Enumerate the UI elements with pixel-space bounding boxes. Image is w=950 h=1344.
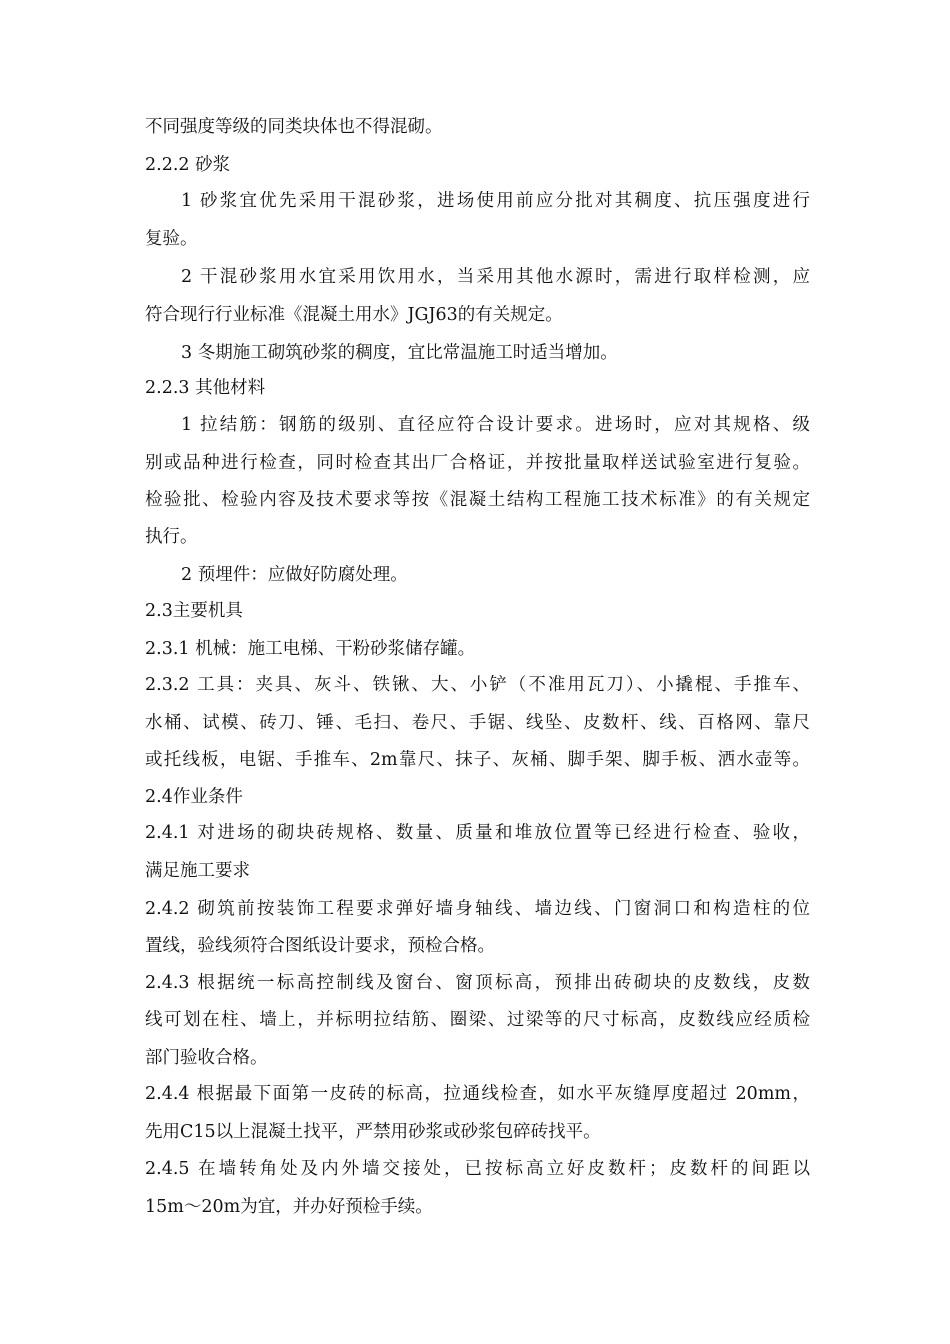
text-line: 2.4.4 根据最下面第一皮砖的标高，拉通线检查，如水平灰缝厚度超过 20mm， (145, 1084, 810, 1104)
text-line: 2.4.5 在墙转角处及内外墙交接处，已按标高立好皮数杆；皮数杆的间距以 (145, 1159, 810, 1179)
text-line: 15m～20m为宜，并办好预检手续。 (145, 1197, 433, 1217)
text-line: 别或品种进行检查，同时检查其出厂合格证，并按批量取样送试验室进行复验。 (145, 453, 810, 473)
text-line: 2.4.2 砌筑前按装饰工程要求弹好墙身轴线、墙边线、门窗洞口和构造柱的位 (145, 899, 810, 919)
section-heading-2-2-2: 2.2.2 砂浆 (145, 155, 231, 175)
text-line: 符合现行行业标准《混凝土用水》JGJ63的有关规定。 (145, 305, 563, 325)
text-line: 1 砂浆宜优先采用干混砂浆，进场使用前应分批对其稠度、抗压强度进行 (181, 191, 810, 211)
text-line: 2.4.3 根据统一标高控制线及窗台、窗顶标高，预排出砖砌块的皮数线，皮数 (145, 973, 810, 993)
text-line: 复验。 (145, 229, 198, 249)
text-line: 水桶、试模、砖刀、锤、毛扫、卷尺、手锯、线坠、皮数杆、线、百格网、靠尺 (145, 713, 810, 733)
text-line: 2.4.1 对进场的砌块砖规格、数量、质量和堆放位置等已经进行检查、验收， (145, 823, 810, 843)
text-line: 2 预埋件：应做好防腐处理。 (181, 565, 408, 585)
text-line: 部门验收合格。 (145, 1048, 268, 1068)
text-line: 或托线板，电锯、手推车、2m靠尺、抹子、灰桶、脚手架、脚手板、洒水壶等。 (145, 750, 810, 770)
text-line: 置线，验线须符合图纸设计要求，预检合格。 (145, 936, 495, 956)
text-line: 满足施工要求 (145, 861, 250, 881)
section-heading-2-4: 2.4作业条件 (145, 787, 243, 807)
text-line: 3 冬期施工砌筑砂浆的稠度，宜比常温施工时适当增加。 (181, 343, 618, 363)
text-line: 执行。 (145, 527, 198, 547)
text-line: 2.3.1 机械：施工电梯、干粉砂浆储存罐。 (145, 639, 476, 659)
text-line: 线可划在柱、墙上，并标明拉结筋、圈梁、过梁等的尺寸标高，皮数线应经质检 (145, 1010, 810, 1030)
text-line: 2 干混砂浆用水宜采用饮用水，当采用其他水源时，需进行取样检测，应 (181, 267, 810, 287)
text-line: 1 拉结筋：钢筋的级别、直径应符合设计要求。进场时，应对其规格、级 (181, 415, 810, 435)
text-line: 不同强度等级的同类块体也不得混砌。 (145, 117, 443, 137)
text-line: 先用C15以上混凝土找平，严禁用砂浆或砂浆包碎砖找平。 (145, 1122, 601, 1142)
section-heading-2-2-3: 2.2.3 其他材料 (145, 378, 266, 398)
text-line: 2.3.2 工具：夹具、灰斗、铁锹、大、小铲（不准用瓦刀）、小撬棍、手推车、 (145, 675, 810, 695)
text-line: 检验批、检验内容及技术要求等按《混凝土结构工程施工技术标准》的有关规定 (145, 490, 810, 510)
section-heading-2-3: 2.3主要机具 (145, 601, 243, 621)
